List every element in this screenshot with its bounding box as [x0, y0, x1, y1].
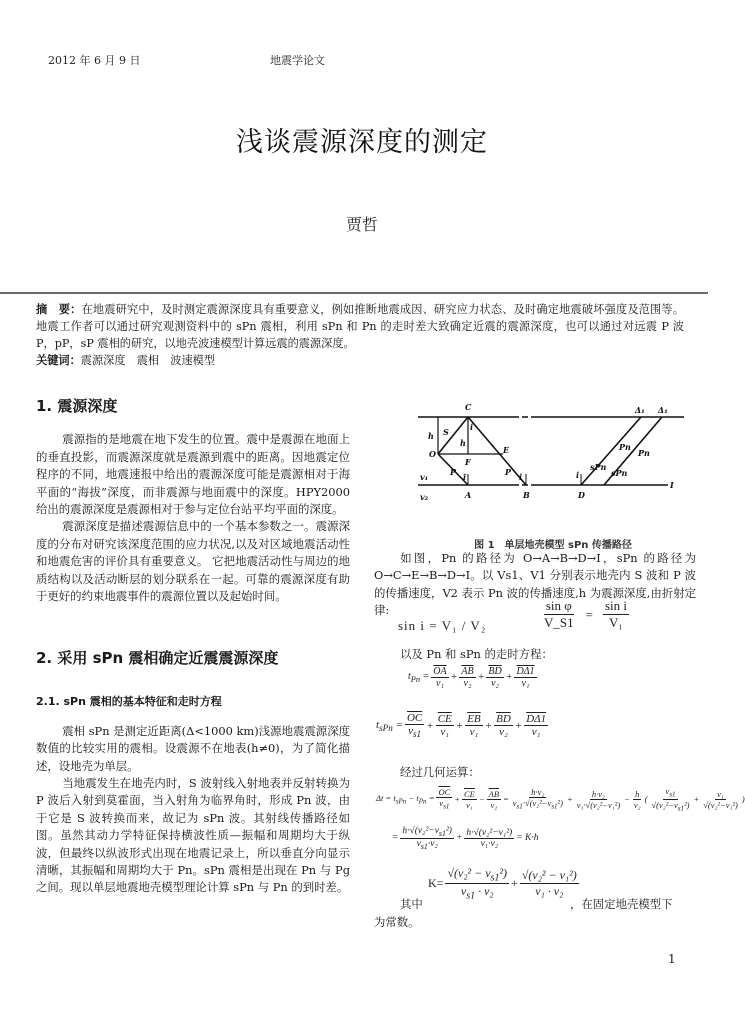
figure-1 [408, 396, 698, 506]
figure-caption: 图 1 单层地壳模型 sPn 传播路径 [474, 540, 632, 551]
equation-kh: = $\frac{h\cdot√(v_2^2-v_{s1}^2)}{v_{s1}\cdot v_2}$ + $\frac{\text{h·√(v₂²−v₁²)}}{\text{v₁·v₂}}$ = K·h [392, 826, 539, 851]
svg-text:S: S [443, 427, 449, 437]
equation-K: K= $\frac{√(v_2^2 - v_{s1}^2)}{v_{s1} \cdot v_2}$ + $\frac{\text{√(v₂² − v₁²)}}{\text{v₁ · v₂}}$ [428, 866, 577, 902]
travel-time-intro [400, 646, 700, 663]
left-column [36, 398, 350, 605]
divider [0, 292, 708, 294]
svg-text:sPn: sPn [590, 462, 607, 472]
section1-para-1: 震源指的是地震在地下发生的位置。震中是震源在地面上的垂直投影，而震源深度就是震源到震中的距离。因地震定位程序的不同，地震速报中给出的震源深度可能是震源相对于海平面的“海拔”深度，而非震源与地面震中的深度。HPY2000 给出的震源深度是震源相对于参与定位台站平均平面的深度。 [36, 432, 350, 517]
svg-text:Δ₁: Δ₁ [658, 405, 668, 415]
abstract-label: 摘 要： [36, 303, 82, 316]
svg-text:i: i [519, 472, 523, 482]
snell-num-right: sin i [604, 598, 628, 613]
author: 贾哲 [345, 215, 378, 234]
section1-heading: 1. 震源深度 [36, 397, 118, 415]
svg-text:O: O [429, 449, 436, 459]
equation-tPn: $t_{Pn}$ = $\frac{\overline{OA}}{\text{v₁}}$ + $\frac{\overline{AB}}{\text{v₂}}$ + $\frac{\overline{BD}}{\text{v₂}}$ + $\frac{D\Delta 1}{\text{v₁}}$ [408, 666, 535, 689]
section2-heading: 2. 采用 sPn 震相确定近震震源深度 [36, 649, 279, 667]
svg-text:sPn: sPn [611, 468, 628, 478]
page-number: 1 [668, 952, 676, 966]
snell-law-1: sin i = V₁ / V₂ [398, 618, 487, 633]
header-date: 2012 年 6 月 9 日 [48, 54, 141, 67]
section1-para-2: 震源深度是描述震源信息中的一个基本参数之一。震源深度的分布对研究该深度范围的应力状况,以及对区域地震活动性和地震危害的评价具有重要意义。 它把地震活动性与周边的地质结构以及活动断层的划分联系在一起。可靠的震源深度有助于更好的约束地震事件的震源位置以及起始时间。 [36, 519, 350, 604]
svg-text:v₁: v₁ [420, 472, 429, 482]
keywords-label: 关键词： [36, 354, 81, 367]
svg-text:i: i [463, 472, 467, 482]
svg-text:v₂: v₂ [420, 492, 429, 502]
snell-den-left: V_S1 [544, 615, 574, 630]
svg-text:A: A [465, 490, 472, 500]
svg-text:Δ₁: Δ₁ [635, 405, 645, 415]
svg-text:Pn: Pn [638, 448, 650, 458]
svg-text:i: i [470, 422, 474, 432]
svg-text:B: B [523, 490, 530, 500]
snell-num-left: sin φ [545, 598, 572, 613]
abstract [36, 301, 684, 369]
svg-text:h: h [460, 438, 466, 448]
section2-para-2: 当地震发生在地壳内时，S 波射线入射地表并反射转换为 P 波后入射到莫霍面，当入射角为临界角时，形成 Pn 波，由于它是 S 波转换而来，故记为 sPn 波。其射线传播路径如图。虽然其动力学特征保持横波性质—振幅和周期均大于纵波，但最终以纵波形式出现在地震记录上，所以垂直分向显示清晰，其振幅和周期均大于 Pn。sPn 震相是出现在 Pn 与 Pg 之间。现以单层地震地壳模型理论计算 sPn 与 Pn 的到时差。 [36, 776, 350, 895]
equation-tsPn: $t_{sPn}$ = $\frac{\overline{OC}}{v_{s1}}$ + $\frac{\overline{CE}}{\text{v₁}}$ + $\frac{\overline{EB}}{\text{v₁}}$ + $\frac{\overline{BD}}{\text{v₂}}$ + $\frac{D\Delta 1}{\text{v₁}}$ [376, 712, 547, 740]
right-column [374, 550, 696, 620]
travel-time-intro-text: 以及 Pn 和 sPn 的走时方程： [400, 647, 553, 661]
label-C: C [465, 402, 472, 412]
right-para-1: 如图，Pn 的路径为 O→A→B→D→I，sPn 的路径为 O→C→E→B→D→I。以 Vs1、V1 分别表示地壳内 S 波和 P 波的传播速度，V2 表示 Pn 波的传播速度,h 为震源深度,由折射定律: [374, 551, 696, 618]
abstract-text: 在地震研究中，及时测定震源深度具有重要意义，例如推断地震成因、研究应力状态、及时确定地震破坏强度及范围等。地震工作者可以通过研究观测资料中的 sPn 震相，利用 sPn 和 Pn 的走时差大致确定近震的震源深度，也可以通过对远震 P 波 P，pP，sP 震相的研究，以地壳波速模型计算远震的震源深度。 [36, 303, 684, 350]
svg-text:Pn: Pn [619, 442, 631, 452]
section21-heading: 2.1. sPn 震相的基本特征和走时方程 [36, 695, 222, 709]
k-label: K= [428, 876, 444, 891]
equation-delta-t: $\Delta t = t_{sPn} - t_{Pn}$ = $\frac{\overline{OC}}{v_{s1}}$ + $\frac{\overline{CE}}{\text{v₁}}$ − $\frac{\overline{AB}}{\text{v₂}}$ = $\frac{\text{h·v₂}}{v_{s1}\cdot√(v_2^2-v_{s1}^2)}$ + $\frac{\text{h·v₂}}{\text{v₁·√(v₂²−v₁²)}}$ − $\frac{h}{\text{v₂}}$ ( $\frac{v_{s1}}{√(v_2^2-v_{s1}^2)}$ + $\frac{\text{v₁}}{\text{√(v₂²−v₁²)}}$ ) [376, 786, 745, 813]
header-journal: 地震学论文 [270, 54, 325, 67]
left-column-section2 [36, 650, 350, 897]
svg-text:F: F [465, 457, 471, 467]
svg-text:P: P [505, 467, 512, 477]
snell-law-2: $\frac{\text{sin φ}}{V\_S1}$ = $\frac{\text{sin i}}{\text{V₁}}$ [544, 598, 628, 630]
svg-text:I: I [670, 480, 674, 490]
geometry-intro-text: 经过几何运算： [400, 765, 480, 779]
geometry-intro [400, 764, 700, 781]
svg-text:E: E [503, 445, 510, 455]
snell-den-right: V₁ [609, 615, 623, 630]
keywords: 震源深度 震相 波速模型 [80, 354, 216, 367]
page-title: 浅谈震源深度的测定 [236, 127, 488, 158]
svg-text:i: i [576, 470, 580, 480]
constant-text: 为常数。 [374, 915, 420, 929]
fixed-model-text: ，在固定地壳模型下 [570, 897, 673, 911]
svg-text:D: D [578, 490, 585, 500]
section2-para-1: 震相 sPn 是测定近距离(Δ<1000 km)浅源地震震源深度数值的比较实用的震相。设震源不在地表(h≠0)，为了简化描述，设地壳为单层。 [36, 723, 350, 773]
sPn-path-diagram [408, 396, 698, 506]
qizhong-label: 其中 [400, 897, 423, 911]
svg-text:P: P [450, 467, 457, 477]
svg-text:h: h [428, 431, 434, 441]
